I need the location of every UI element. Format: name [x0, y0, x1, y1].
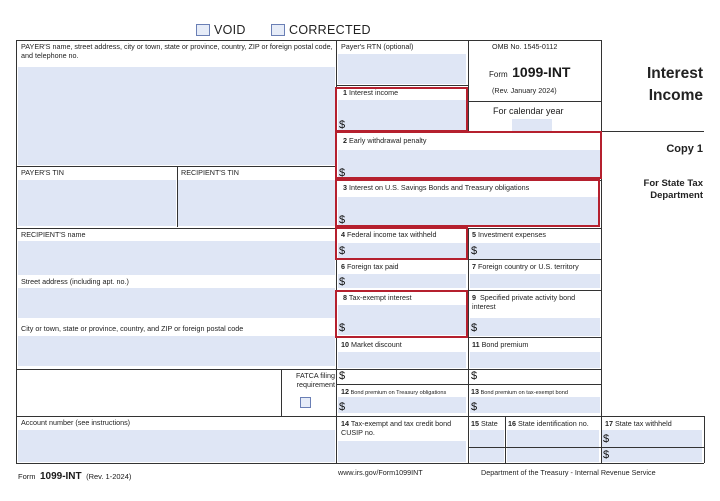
city-field[interactable]	[18, 336, 335, 366]
box5-field[interactable]	[470, 243, 600, 259]
recipient-name-field[interactable]	[18, 241, 335, 275]
payer-rtn-field[interactable]	[338, 54, 466, 84]
box10-field[interactable]	[338, 352, 466, 368]
payer-name-label: PAYER'S name, street address, city or town, state or province, country, ZIP or foreign postal code, and telephone no.	[21, 42, 333, 60]
box17-dollar-2: $	[603, 449, 610, 461]
box2-label: 2 Early withdrawal penalty	[343, 136, 427, 145]
corrected-label: CORRECTED	[289, 23, 371, 37]
footer-url: www.irs.gov/Form1099INT	[338, 468, 423, 477]
fatca-checkbox[interactable]	[300, 397, 311, 408]
payer-name-field[interactable]	[18, 67, 335, 165]
calendar-year-label: For calendar year	[493, 106, 564, 116]
box4-label: 4 Federal income tax withheld	[341, 231, 437, 239]
box3-dollar: $	[339, 214, 346, 226]
box11-field[interactable]	[470, 352, 600, 368]
for-state-line2: Department	[650, 190, 703, 201]
box7-label: 7 Foreign country or U.S. territory	[472, 263, 579, 271]
box14-field[interactable]	[338, 441, 466, 462]
city-label: City or town, state or province, country, and ZIP or foreign postal code	[21, 324, 244, 333]
box12-field[interactable]	[338, 397, 466, 413]
box6-label: 6 Foreign tax paid	[341, 262, 399, 271]
box2-highlight	[335, 131, 602, 179]
box3-highlight	[335, 179, 600, 227]
corrected-checkbox[interactable]	[271, 24, 285, 36]
box9-label: 9 Specified private activity bond interest	[472, 293, 576, 311]
box6-dollar: $	[339, 276, 346, 288]
box8-dollar: $	[339, 322, 346, 334]
box16-label: 16 State identification no.	[508, 419, 589, 428]
street-field[interactable]	[18, 288, 335, 318]
box4-dollar: $	[339, 245, 346, 257]
box1-highlight	[335, 87, 468, 132]
void-label: VOID	[214, 23, 246, 37]
recipient-name-label: RECIPIENT'S name	[21, 230, 86, 239]
box2-dollar: $	[339, 167, 346, 179]
title-interest: Interest	[647, 65, 703, 82]
box15-field[interactable]	[470, 430, 504, 462]
void-checkbox[interactable]	[196, 24, 210, 36]
box13-label: 13 Bond premium on tax-exempt bond	[471, 387, 568, 396]
box8-label: 8 Tax-exempt interest	[343, 293, 412, 302]
calendar-year-field[interactable]	[512, 119, 552, 131]
for-state-line1: For State Tax	[643, 178, 703, 189]
recipient-tin-label: RECIPIENT'S TIN	[181, 168, 239, 177]
box6-field[interactable]	[338, 274, 466, 288]
box7-field[interactable]	[470, 274, 600, 288]
box17-field[interactable]	[602, 430, 702, 462]
box12-label: 12 Bond premium on Treasury obligations	[341, 387, 447, 396]
omb-number: OMB No. 1545-0112	[492, 42, 558, 51]
box1-dollar: $	[339, 119, 346, 131]
recipient-tin-field[interactable]	[178, 180, 335, 226]
box14-label: 14 Tax-exempt and tax credit bond CUSIP no.	[341, 419, 452, 437]
box13-field[interactable]	[470, 397, 600, 413]
box5-dollar: $	[471, 245, 478, 257]
payer-rtn-label: Payer's RTN (optional)	[341, 42, 414, 51]
footer-dept: Department of the Treasury - Internal Revenue Service	[481, 468, 656, 477]
omb-form-title: Form 1099-INT	[489, 64, 571, 80]
box3-label: 3 Interest on U.S. Savings Bonds and Treasury obligations	[343, 183, 530, 192]
copy-label: Copy 1	[666, 143, 703, 155]
box9-field[interactable]	[470, 318, 600, 336]
box12-dollar: $	[339, 401, 346, 413]
box15-label: 15 State	[471, 419, 498, 428]
title-income: Income	[648, 87, 703, 104]
street-label: Street address (including apt. no.)	[21, 277, 129, 286]
account-field[interactable]	[18, 430, 335, 462]
box16-field[interactable]	[507, 430, 599, 462]
box1-label: 1 Interest income	[343, 88, 399, 97]
fatca-label: FATCA filing requirement	[295, 371, 335, 389]
box17-label: 17 State tax withheld	[605, 419, 672, 428]
payer-tin-label: PAYER'S TIN	[21, 168, 64, 177]
box10-label: 10 Market discount	[341, 340, 402, 349]
box10-dollar: $	[339, 370, 346, 382]
box4-highlight	[335, 227, 468, 260]
box9-dollar: $	[471, 322, 478, 334]
box13-dollar: $	[471, 401, 478, 413]
box17-dollar-1: $	[603, 433, 610, 445]
box5-label: 5 Investment expenses	[472, 230, 546, 239]
omb-rev: (Rev. January 2024)	[492, 86, 557, 95]
box11-dollar: $	[471, 370, 478, 382]
box11-label: 11 Bond premium	[472, 340, 529, 349]
payer-tin-field[interactable]	[18, 180, 176, 226]
box8-highlight	[335, 290, 468, 338]
account-label: Account number (see instructions)	[21, 418, 131, 427]
footer-form-id: Form 1099-INT (Rev. 1-2024)	[18, 471, 132, 482]
